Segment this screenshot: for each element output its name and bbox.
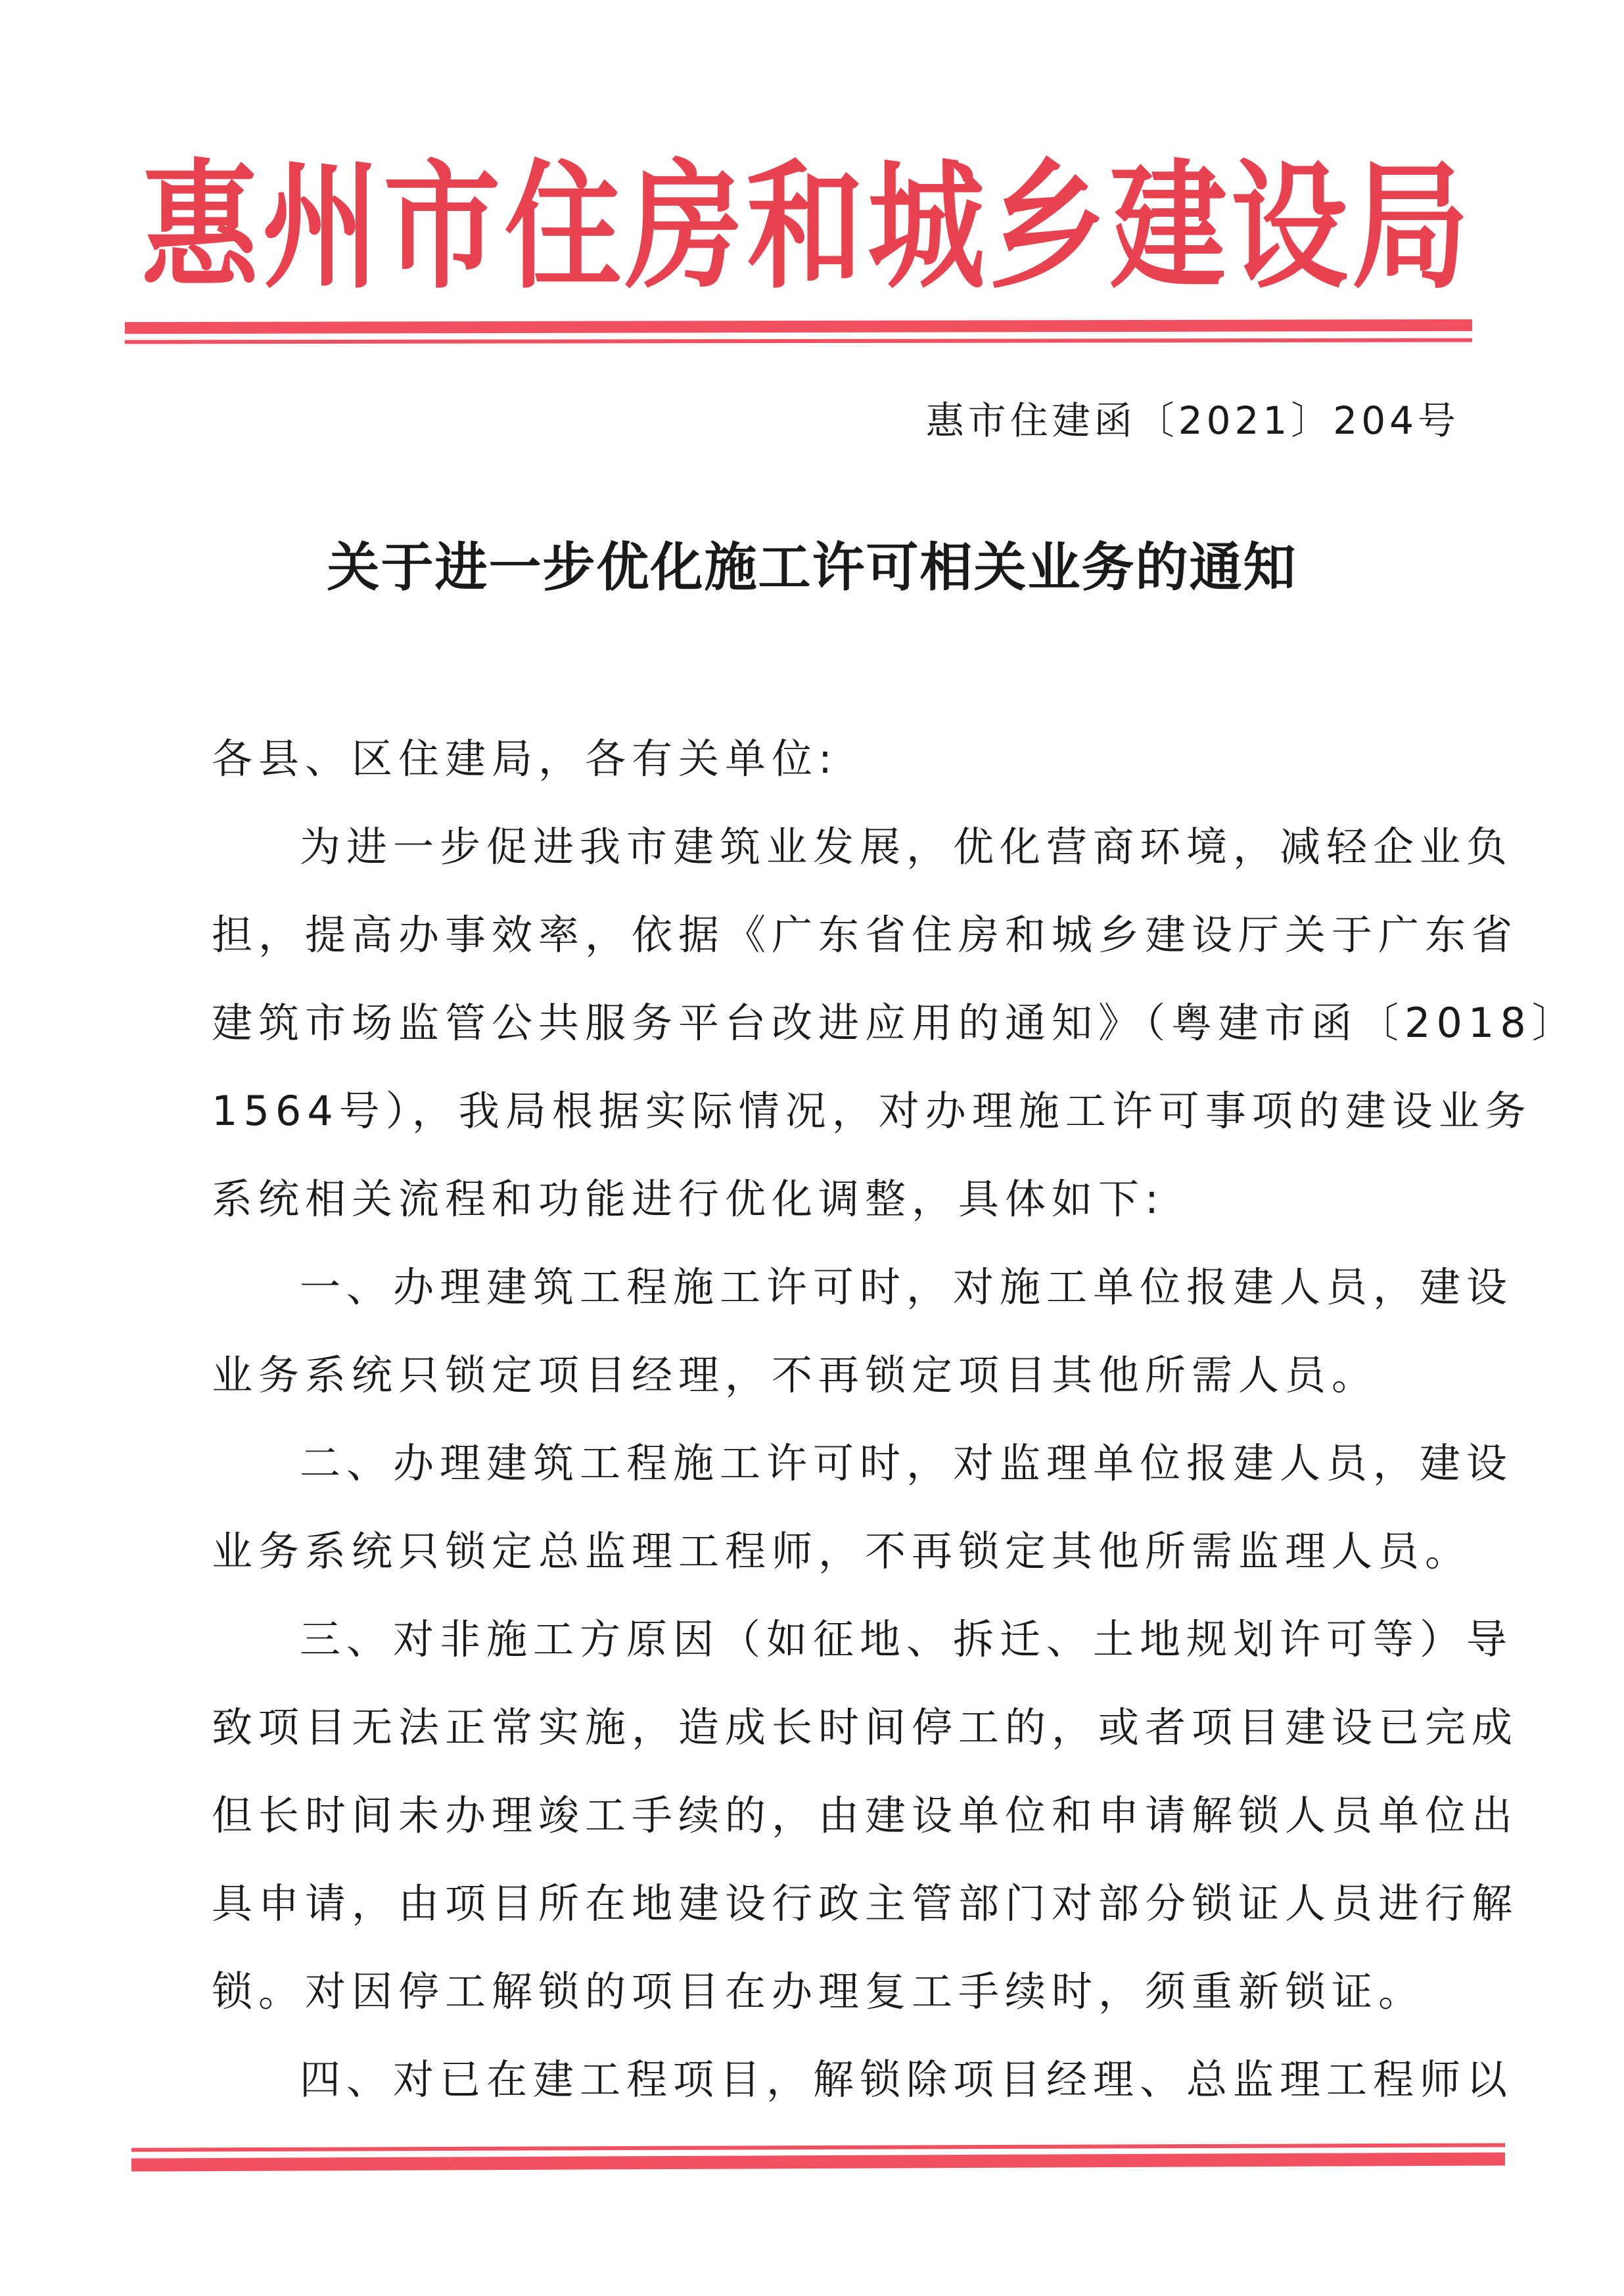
body-line: 建筑市场监管公共服务平台改进应用的通知》（粤建市函〔2018〕 bbox=[212, 999, 1579, 1047]
letterhead-char: 局 bbox=[1351, 145, 1469, 308]
footer-rule-thick bbox=[131, 2152, 1505, 2171]
document-title: 关于进一步优化施工许可相关业务的通知 bbox=[327, 536, 1297, 598]
body-line: 四、对已在建工程项目，解锁除项目经理、总监理工程师以 bbox=[300, 2055, 1514, 2103]
salutation: 各县、区住建局，各有关单位: bbox=[212, 735, 838, 783]
body-line: 业务系统只锁定总监理工程师，不再锁定其他所需监理人员。 bbox=[212, 1527, 1472, 1575]
letterhead-char: 住 bbox=[504, 145, 622, 308]
letterhead-char: 设 bbox=[1230, 145, 1348, 308]
letterhead-char: 和 bbox=[746, 145, 864, 308]
header-rule-thick bbox=[125, 319, 1472, 334]
letterhead-issuer bbox=[141, 145, 1469, 308]
body-line: 一、办理建筑工程施工许可时，对施工单位报建人员，建设 bbox=[300, 1263, 1514, 1311]
body-line: 为进一步促进我市建筑业发展，优化营商环境，减轻企业负 bbox=[300, 823, 1514, 871]
body-line: 但长时间未办理竣工手续的，由建设单位和申请解锁人员单位出 bbox=[212, 1791, 1519, 1839]
body-line: 具申请，由项目所在地建设行政主管部门对部分锁证人员进行解 bbox=[212, 1879, 1519, 1927]
letterhead-char: 建 bbox=[1109, 145, 1227, 308]
document-body bbox=[212, 715, 1579, 2124]
document-number: 惠市住建函〔2021〕204号 bbox=[925, 398, 1460, 443]
body-line: 三、对非施工方原因（如征地、拆迁、土地规划许可等）导 bbox=[300, 1615, 1514, 1663]
letterhead-char: 房 bbox=[625, 145, 743, 308]
body-line: 锁。对因停工解锁的项目在办理复工手续时，须重新锁证。 bbox=[212, 1967, 1426, 2015]
body-line: 担，提高办事效率，依据《广东省住房和城乡建设厅关于广东省 bbox=[212, 911, 1519, 959]
body-line: 1564号），我局根据实际情况，对办理施工许可事项的建设业务 bbox=[212, 1087, 1532, 1135]
letterhead-char: 惠 bbox=[141, 145, 258, 308]
body-line: 二、办理建筑工程施工许可时，对监理单位报建人员，建设 bbox=[300, 1439, 1514, 1487]
letterhead-char: 市 bbox=[383, 145, 501, 308]
letterhead-char: 州 bbox=[262, 145, 380, 308]
letterhead-char: 城 bbox=[868, 145, 985, 308]
body-line: 系统相关流程和功能进行优化调整，具体如下: bbox=[212, 1175, 1165, 1223]
body-line: 致项目无法正常实施，造成长时间停工的，或者项目建设已完成 bbox=[212, 1703, 1519, 1751]
header-rule-thin bbox=[125, 338, 1472, 344]
footer-rule-thin bbox=[131, 2143, 1505, 2151]
letterhead-char: 乡 bbox=[988, 145, 1106, 308]
body-line: 业务系统只锁定项目经理，不再锁定项目其他所需人员。 bbox=[212, 1351, 1379, 1399]
